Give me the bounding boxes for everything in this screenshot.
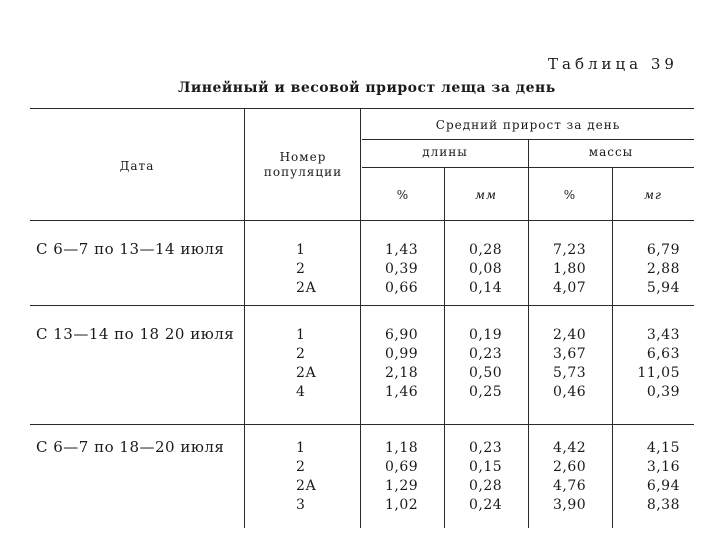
row-date: С 6—7 по 18—20 июля bbox=[36, 438, 225, 456]
length-percent-cell: 6,90 0,99 2,18 1,46 bbox=[385, 327, 419, 400]
length-mm-cell: 0,23 0,15 0,28 0,24 bbox=[469, 440, 503, 513]
population-cell: 1 2 2А 3 bbox=[296, 440, 317, 513]
mass-percent-cell: 2,40 3,67 5,73 0,46 bbox=[553, 327, 587, 400]
header-mass: массы bbox=[588, 145, 634, 159]
length-mm-cell: 0,28 0,08 0,14 bbox=[469, 242, 503, 296]
table-title: Линейный и весовой прирост леща за день bbox=[178, 80, 556, 96]
header-length: длины bbox=[422, 145, 468, 159]
population-cell: 1 2 2А bbox=[296, 242, 317, 296]
row-divider-2 bbox=[30, 424, 694, 425]
header-length-percent: % bbox=[396, 188, 410, 202]
row-date: С 6—7 по 13—14 июля bbox=[36, 240, 225, 258]
mass-mg-cell: 4,15 3,16 6,94 8,38 bbox=[646, 440, 680, 513]
header-bottom-rule bbox=[30, 220, 694, 221]
length-mm-cell: 0,19 0,23 0,50 0,25 bbox=[469, 327, 503, 400]
row-divider-1 bbox=[30, 305, 694, 306]
table-label: Таблица 39 bbox=[548, 55, 678, 73]
column-divider-length-mm bbox=[444, 167, 445, 528]
table-top-rule bbox=[30, 108, 694, 109]
header-date: Дата bbox=[119, 159, 155, 173]
row-date: С 13—14 по 18 20 июля bbox=[36, 325, 235, 343]
length-percent-cell: 1,18 0,69 1,29 1,02 bbox=[385, 440, 419, 513]
header-avg-growth: Средний прирост за день bbox=[435, 118, 621, 132]
column-divider-mass-mg bbox=[612, 167, 613, 528]
header-mass-mg: мг bbox=[643, 188, 662, 202]
column-divider-date bbox=[244, 108, 245, 528]
mass-percent-cell: 7,23 1,80 4,07 bbox=[553, 242, 587, 296]
mass-percent-cell: 4,42 2,60 4,76 3,90 bbox=[553, 440, 587, 513]
mass-mg-cell: 3,43 6,63 11,05 0,39 bbox=[637, 327, 680, 400]
mass-mg-cell: 6,79 2,88 5,94 bbox=[646, 242, 680, 296]
column-divider-population bbox=[360, 108, 361, 528]
header-length-mm: мм bbox=[475, 188, 497, 202]
header-population: Номер популяции bbox=[263, 150, 343, 179]
population-cell: 1 2 2А 4 bbox=[296, 327, 317, 400]
length-percent-cell: 1,43 0,39 0,66 bbox=[385, 242, 419, 296]
header-mass-percent: % bbox=[563, 188, 577, 202]
